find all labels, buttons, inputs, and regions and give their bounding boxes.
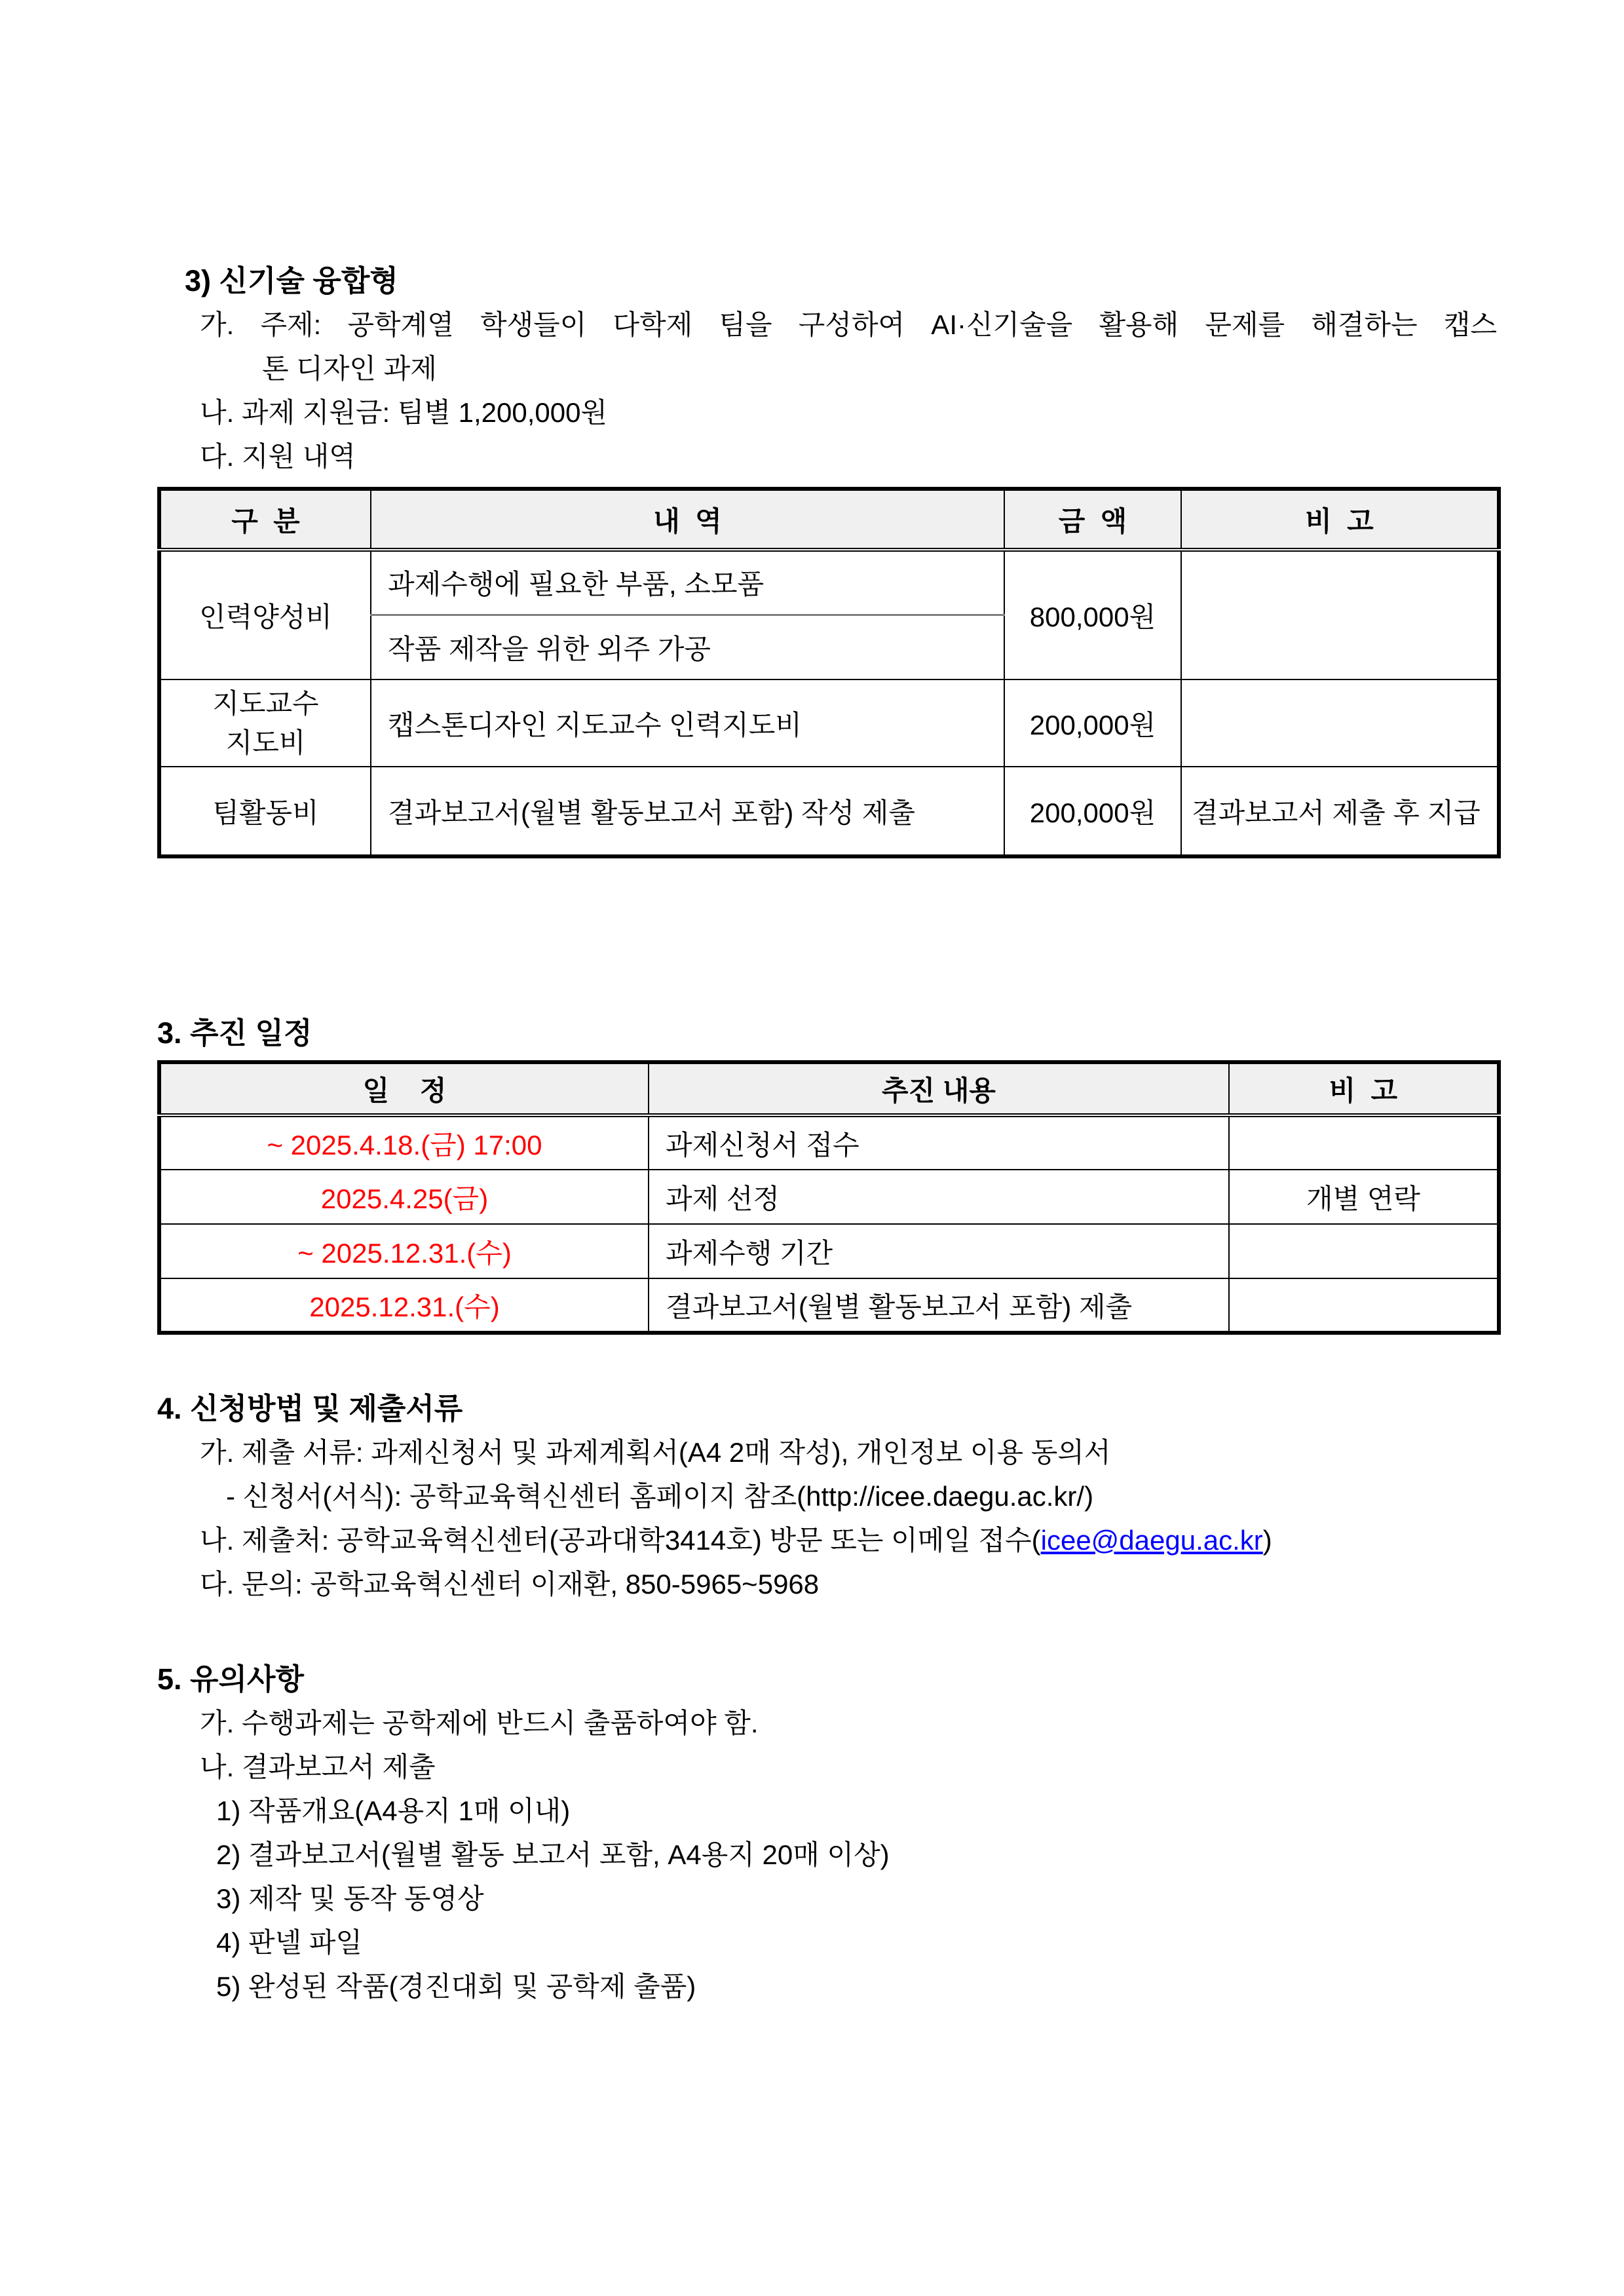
- table-row: [159, 679, 1499, 767]
- note-cell: 개별 연락: [1229, 1170, 1499, 1224]
- support-label: 다. 지원 내역: [200, 441, 356, 472]
- header-note: 비 고: [1229, 1062, 1499, 1115]
- amount-cell: 800,000원: [1004, 550, 1181, 679]
- date-cell: 2025.12.31.(수): [159, 1278, 649, 1333]
- detail-cell: 결과보고서(월별 활동보고서 포함) 작성 제출: [371, 767, 1004, 856]
- category-cell: 팀활동비: [159, 767, 371, 856]
- date-cell: 2025.4.25(금): [159, 1170, 649, 1224]
- category-line2: 지도비: [225, 727, 306, 758]
- notes-numbered-1: 1) 작품개요(A4용지 1매 이내): [216, 1795, 571, 1826]
- amount-cell: 200,000원: [1004, 679, 1181, 767]
- email-link[interactable]: icee@daegu.ac.kr: [1040, 1525, 1263, 1556]
- apply-item-submit-to: [200, 1518, 1497, 1562]
- schedule-table: [157, 1060, 1501, 1335]
- date-cell: ~ 2025.12.31.(수): [159, 1224, 649, 1278]
- category-cell: [159, 679, 371, 767]
- note-cell: [1229, 1224, 1499, 1278]
- date-cell: ~ 2025.4.18.(금) 17:00: [159, 1115, 649, 1170]
- notes-numbered-2: 2) 결과보고서(월별 활동 보고서 포함, A4용지 20매 이상): [216, 1839, 890, 1870]
- schedule-header-row: [159, 1062, 1499, 1115]
- detail-cell: 작품 제작을 위한 외주 가공: [371, 615, 1004, 679]
- detail-cell: 과제수행에 필요한 부품, 소모품: [371, 550, 1004, 615]
- section-heading-schedule: 3. 추진 일정: [157, 1016, 312, 1050]
- notes-item-exhibit: 가. 수행과제는 공학제에 반드시 출품하여야 함.: [200, 1708, 759, 1738]
- header-content: 추진 내용: [649, 1062, 1229, 1115]
- note-cell: [1229, 1278, 1499, 1333]
- header-note: 비 고: [1181, 489, 1499, 550]
- section-heading-notes: 5. 유의사항: [157, 1662, 304, 1696]
- category-cell: 인력양성비: [159, 550, 371, 679]
- support-table: [157, 487, 1501, 858]
- table-row: [159, 1224, 1499, 1278]
- support-table-header-row: [159, 489, 1499, 550]
- notes-numbered-5: 5) 완성된 작품(경진대회 및 공학제 출품): [216, 1971, 696, 2002]
- topic-line-1: 가. 주제: 공학계열 학생들이 다학제 팀을 구성하여 AI·신기술을 활용해 문제를 해결하는 캡스: [200, 309, 1497, 340]
- section-heading-apply: 4. 신청방법 및 제출서류: [157, 1392, 463, 1425]
- submit-to-text-after: ): [1262, 1525, 1272, 1556]
- content-cell: 과제수행 기간: [649, 1224, 1229, 1278]
- note-cell: [1181, 550, 1499, 679]
- header-amount: 금 액: [1004, 489, 1181, 550]
- apply-item-form: - 신청서(서식): 공학교육혁신센터 홈페이지 참조(http://icee.daegu.ac.kr/): [226, 1481, 1094, 1512]
- notes-item-report: 나. 결과보고서 제출: [200, 1751, 436, 1782]
- content-cell: 과제 선정: [649, 1170, 1229, 1224]
- content-cell: 과제신청서 접수: [649, 1115, 1229, 1170]
- header-detail: 내 역: [371, 489, 1004, 550]
- note-cell: [1181, 679, 1499, 767]
- table-row: [159, 1278, 1499, 1333]
- table-row: [159, 767, 1499, 856]
- note-cell: [1229, 1115, 1499, 1170]
- detail-cell: 캡스톤디자인 지도교수 인력지도비: [371, 679, 1004, 767]
- apply-item-contact: 다. 문의: 공학교육혁신센터 이재환, 850-5965~5968: [200, 1569, 820, 1599]
- content-cell: 결과보고서(월별 활동보고서 포함) 제출: [649, 1278, 1229, 1333]
- table-row: [159, 550, 1499, 615]
- submit-to-text: 나. 제출처: 공학교육혁신센터(공과대학3414호) 방문 또는 이메일 접수(: [200, 1525, 1041, 1556]
- funding-line: 나. 과제 지원금: 팀별 1,200,000원: [200, 397, 608, 428]
- topic-line-2: 톤 디자인 과제: [262, 353, 437, 384]
- table-row: [159, 1115, 1499, 1170]
- note-cell: 결과보고서 제출 후 지급: [1181, 767, 1499, 856]
- notes-numbered-3: 3) 제작 및 동작 동영상: [216, 1883, 484, 1914]
- subsection-heading-newtech: 3) 신기술 융합형: [185, 264, 398, 297]
- category-line1: 지도교수: [212, 687, 319, 719]
- table-row: [159, 1170, 1499, 1224]
- amount-cell: 200,000원: [1004, 767, 1181, 856]
- header-date: 일 정: [159, 1062, 649, 1115]
- notes-numbered-4: 4) 판넬 파일: [216, 1927, 362, 1958]
- header-category: 구 분: [159, 489, 371, 550]
- apply-item-documents: 가. 제출 서류: 과제신청서 및 과제계획서(A4 2매 작성), 개인정보 이용 동의서: [200, 1437, 1111, 1468]
